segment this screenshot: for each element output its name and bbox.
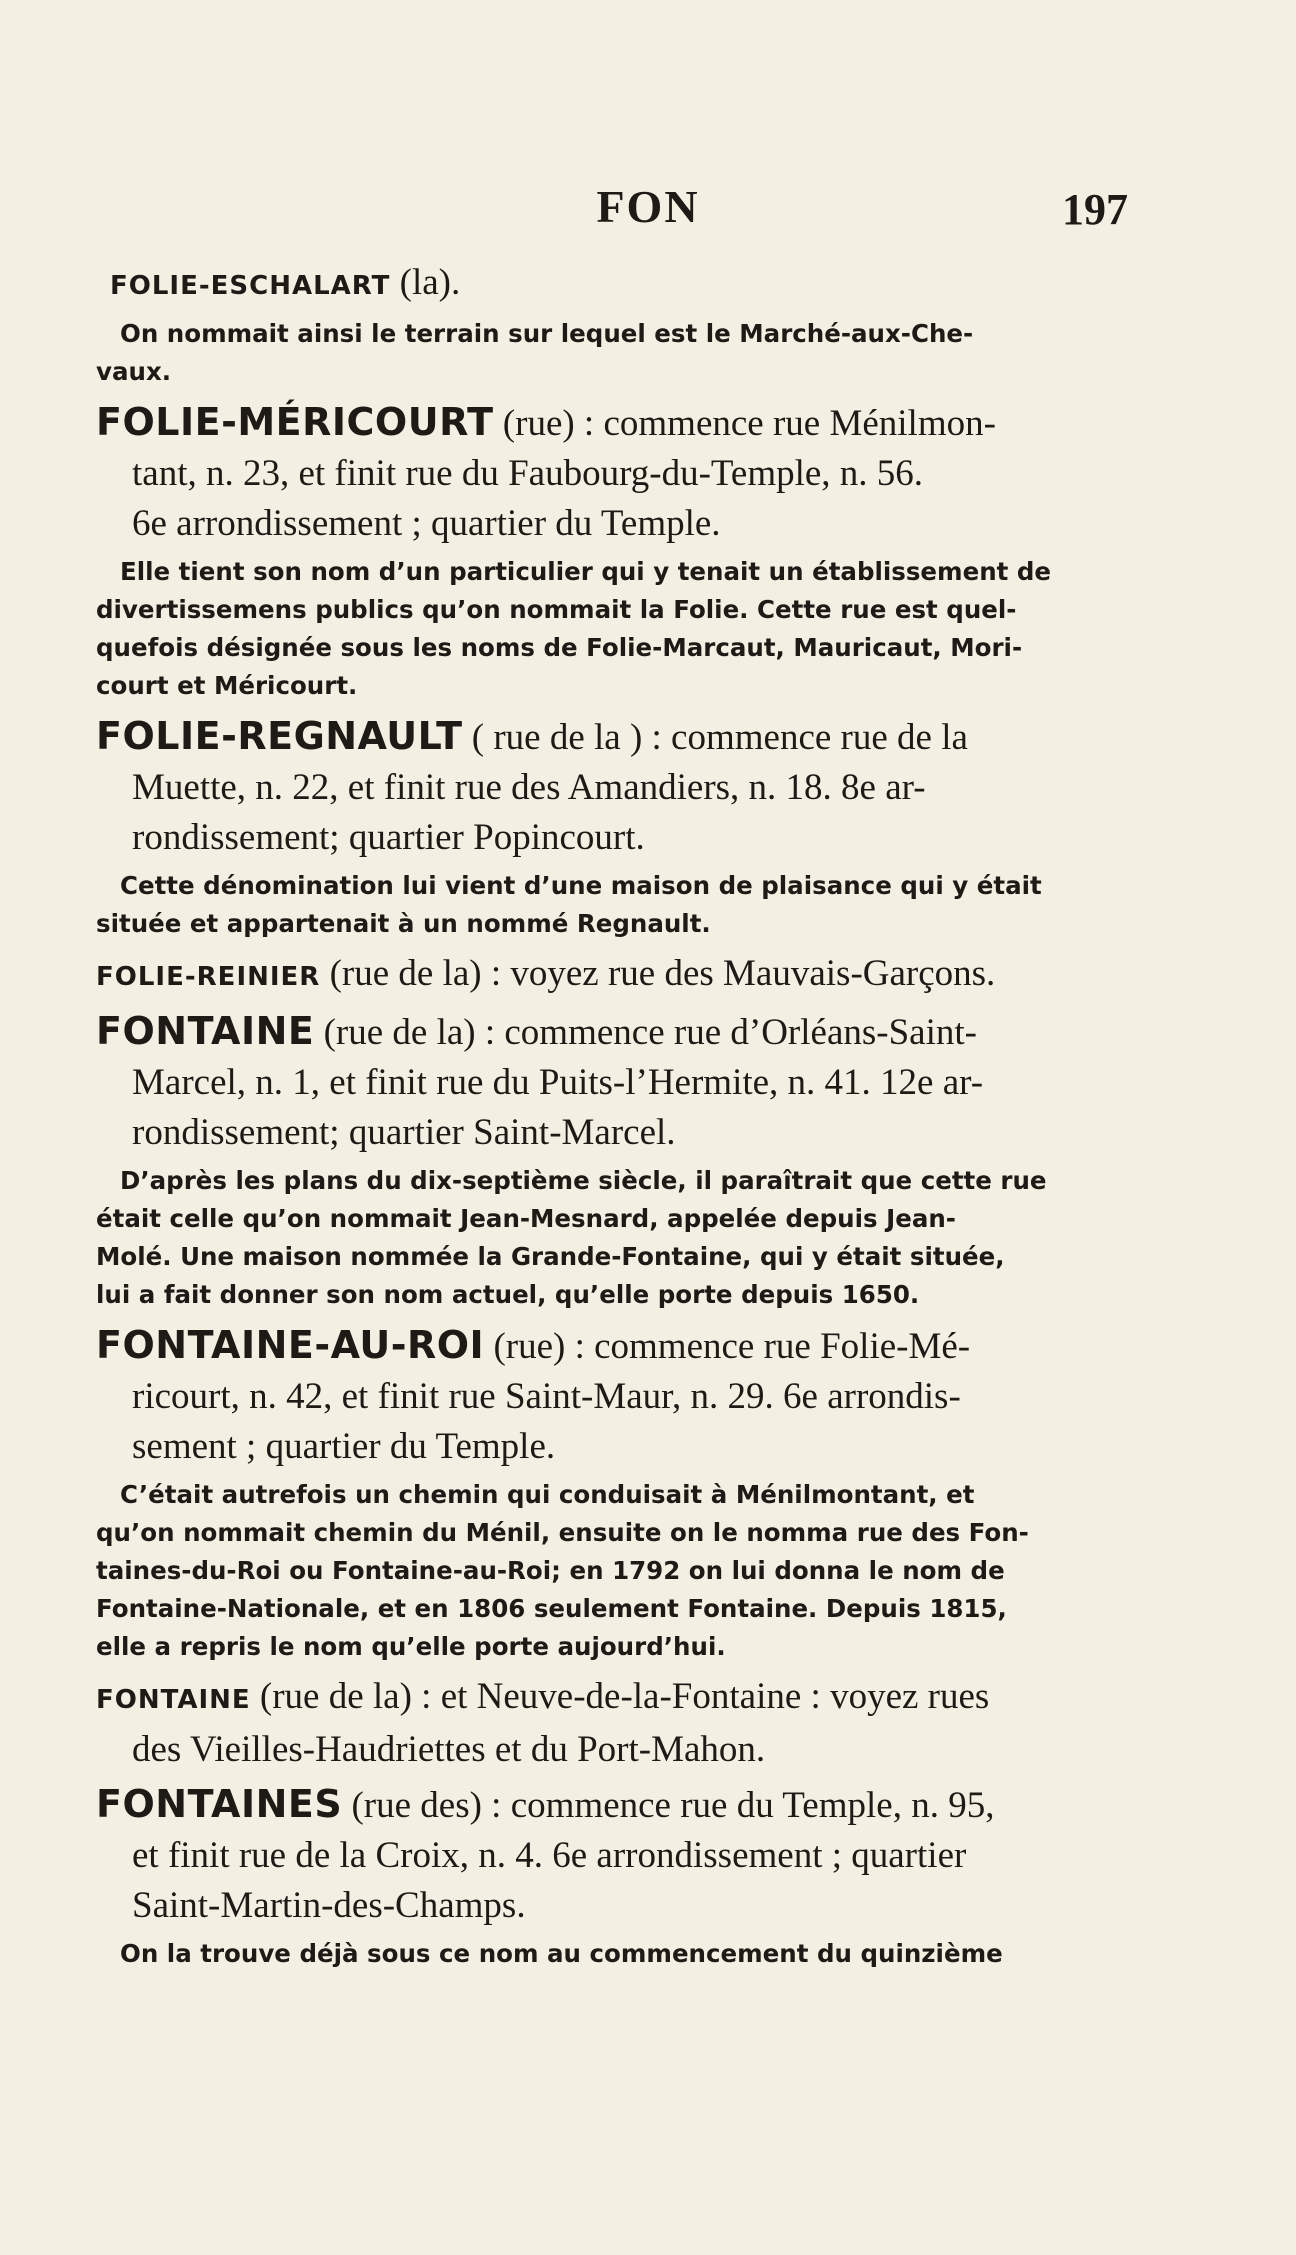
note-line: Cette dénomination lui vient d’une maison de plaisance qui y était [120,871,1042,900]
headword: FONTAINES [96,1782,343,1826]
entry-folie-eschalart [96,258,1126,391]
entry-text: (rue de la) : et Neuve-de-la-Fontaine : voyez rues [250,1676,990,1717]
entry-line: Saint-Martin-des-Champs. [132,1885,526,1926]
entry-line: Muette, n. 22, et finit rue des Amandiers, n. 18. 8e ar- [132,767,926,808]
entry-line: et finit rue de la Croix, n. 4. 6e arrondissement ; quartier [132,1835,967,1876]
entry-line [96,711,1126,763]
note-line: D’après les plans du dix-septième siècle, il paraîtrait que cette rue [120,1166,1047,1195]
note-line: Molé. Une maison nommée la Grande-Fontaine, qui y était située, [96,1242,1005,1271]
note-line: quefois désignée sous les noms de Folie-Marcaut, Mauricaut, Mori- [96,633,1023,662]
note-line: vaux. [96,357,172,386]
entry-fontaine [96,1006,1126,1314]
note-line: Elle tient son nom d’un particulier qui y tenait un établissement de [120,557,1052,586]
entry-fontaine-au-roi [96,1320,1126,1666]
headword: FONTAINE [96,1685,251,1715]
note-line: elle a repris le nom qu’elle porte aujourd’hui. [96,1632,726,1661]
running-head: FON [596,181,700,232]
entry-line [96,1779,1126,1831]
entry-note [96,867,1126,943]
entry-line: rondissement; quartier Saint-Marcel. [132,1112,676,1153]
entry-text: (rue de la) : voyez rue des Mauvais-Garçons. [320,953,996,994]
headword: FONTAINE [96,1009,315,1053]
page-number: 197 [1062,185,1128,234]
entry-line: des Vieilles-Haudriettes et du Port-Mahon. [132,1729,766,1770]
headword: FOLIE-MÉRICOURT [96,400,494,444]
note-line: qu’on nommait chemin du Ménil, ensuite on le nomma rue des Fon- [96,1518,1029,1547]
entry-text: (rue) : commence rue Folie-Mé- [484,1326,971,1367]
headword: FOLIE-REGNAULT [96,714,463,758]
entry-text: ( rue de la ) : commence rue de la [462,717,968,758]
entry-folie-mericourt [96,397,1126,705]
entry-note [96,553,1126,705]
entry-line [96,258,1126,311]
entry-note [96,1162,1126,1314]
entry-text: (rue de la) : commence rue d’Orléans-Saint- [314,1012,977,1053]
entry-line: Marcel, n. 1, et finit rue du Puits-l’Hermite, n. 41. 12e ar- [132,1062,984,1103]
entry-line [96,1006,1126,1058]
note-line: située et appartenait à un nommé Regnault. [96,909,711,938]
note-line: taines-du-Roi ou Fontaine-au-Roi; en 1792 on lui donna le nom de [96,1556,1005,1585]
headword: FONTAINE-AU-ROI [96,1323,485,1367]
entry-line: 6e arrondissement ; quartier du Temple. [132,503,721,544]
entry-line [96,1672,1126,1725]
note-line: court et Méricourt. [96,671,358,700]
page-header [0,180,1296,240]
entry-note [96,315,1126,391]
entry-fontaine-neuve [96,1672,1126,1775]
note-line: C’était autrefois un chemin qui conduisait à Ménilmontant, et [120,1480,975,1509]
note-line: était celle qu’on nommait Jean-Mesnard, appelée depuis Jean- [96,1204,956,1233]
note-line: lui a fait donner son nom actuel, qu’elle porte depuis 1650. [96,1280,920,1309]
entry-note [96,1476,1126,1666]
page-content [96,258,1126,1979]
entry-note [96,1935,1126,1973]
entry-line [96,1320,1126,1372]
entry-folie-regnault [96,711,1126,943]
entry-text: (rue des) : commence rue du Temple, n. 95, [342,1785,995,1826]
note-line: Fontaine-Nationale, et en 1806 seulement Fontaine. Depuis 1815, [96,1594,1007,1623]
entry-fontaines [96,1779,1126,1973]
entry-line [96,949,1126,1002]
entry-text: (la). [390,262,461,303]
headword: FOLIE-REINIER [96,962,321,992]
note-line: On nommait ainsi le terrain sur lequel est le Marché-aux-Che- [120,319,974,348]
note-line: On la trouve déjà sous ce nom au commencement du quinzième [120,1939,1003,1968]
entry-line: rondissement; quartier Popincourt. [132,817,645,858]
headword: FOLIE-ESCHALART [110,271,391,301]
entry-line [96,397,1126,449]
entry-line: sement ; quartier du Temple. [132,1426,556,1467]
entry-text: (rue) : commence rue Ménilmon- [493,403,996,444]
entry-folie-reinier [96,949,1126,1002]
entry-line: tant, n. 23, et finit rue du Faubourg-du-Temple, n. 56. [132,453,924,494]
note-line: divertissemens publics qu’on nommait la Folie. Cette rue est quel- [96,595,1017,624]
entry-line: ricourt, n. 42, et finit rue Saint-Maur, n. 29. 6e arrondis- [132,1376,961,1417]
